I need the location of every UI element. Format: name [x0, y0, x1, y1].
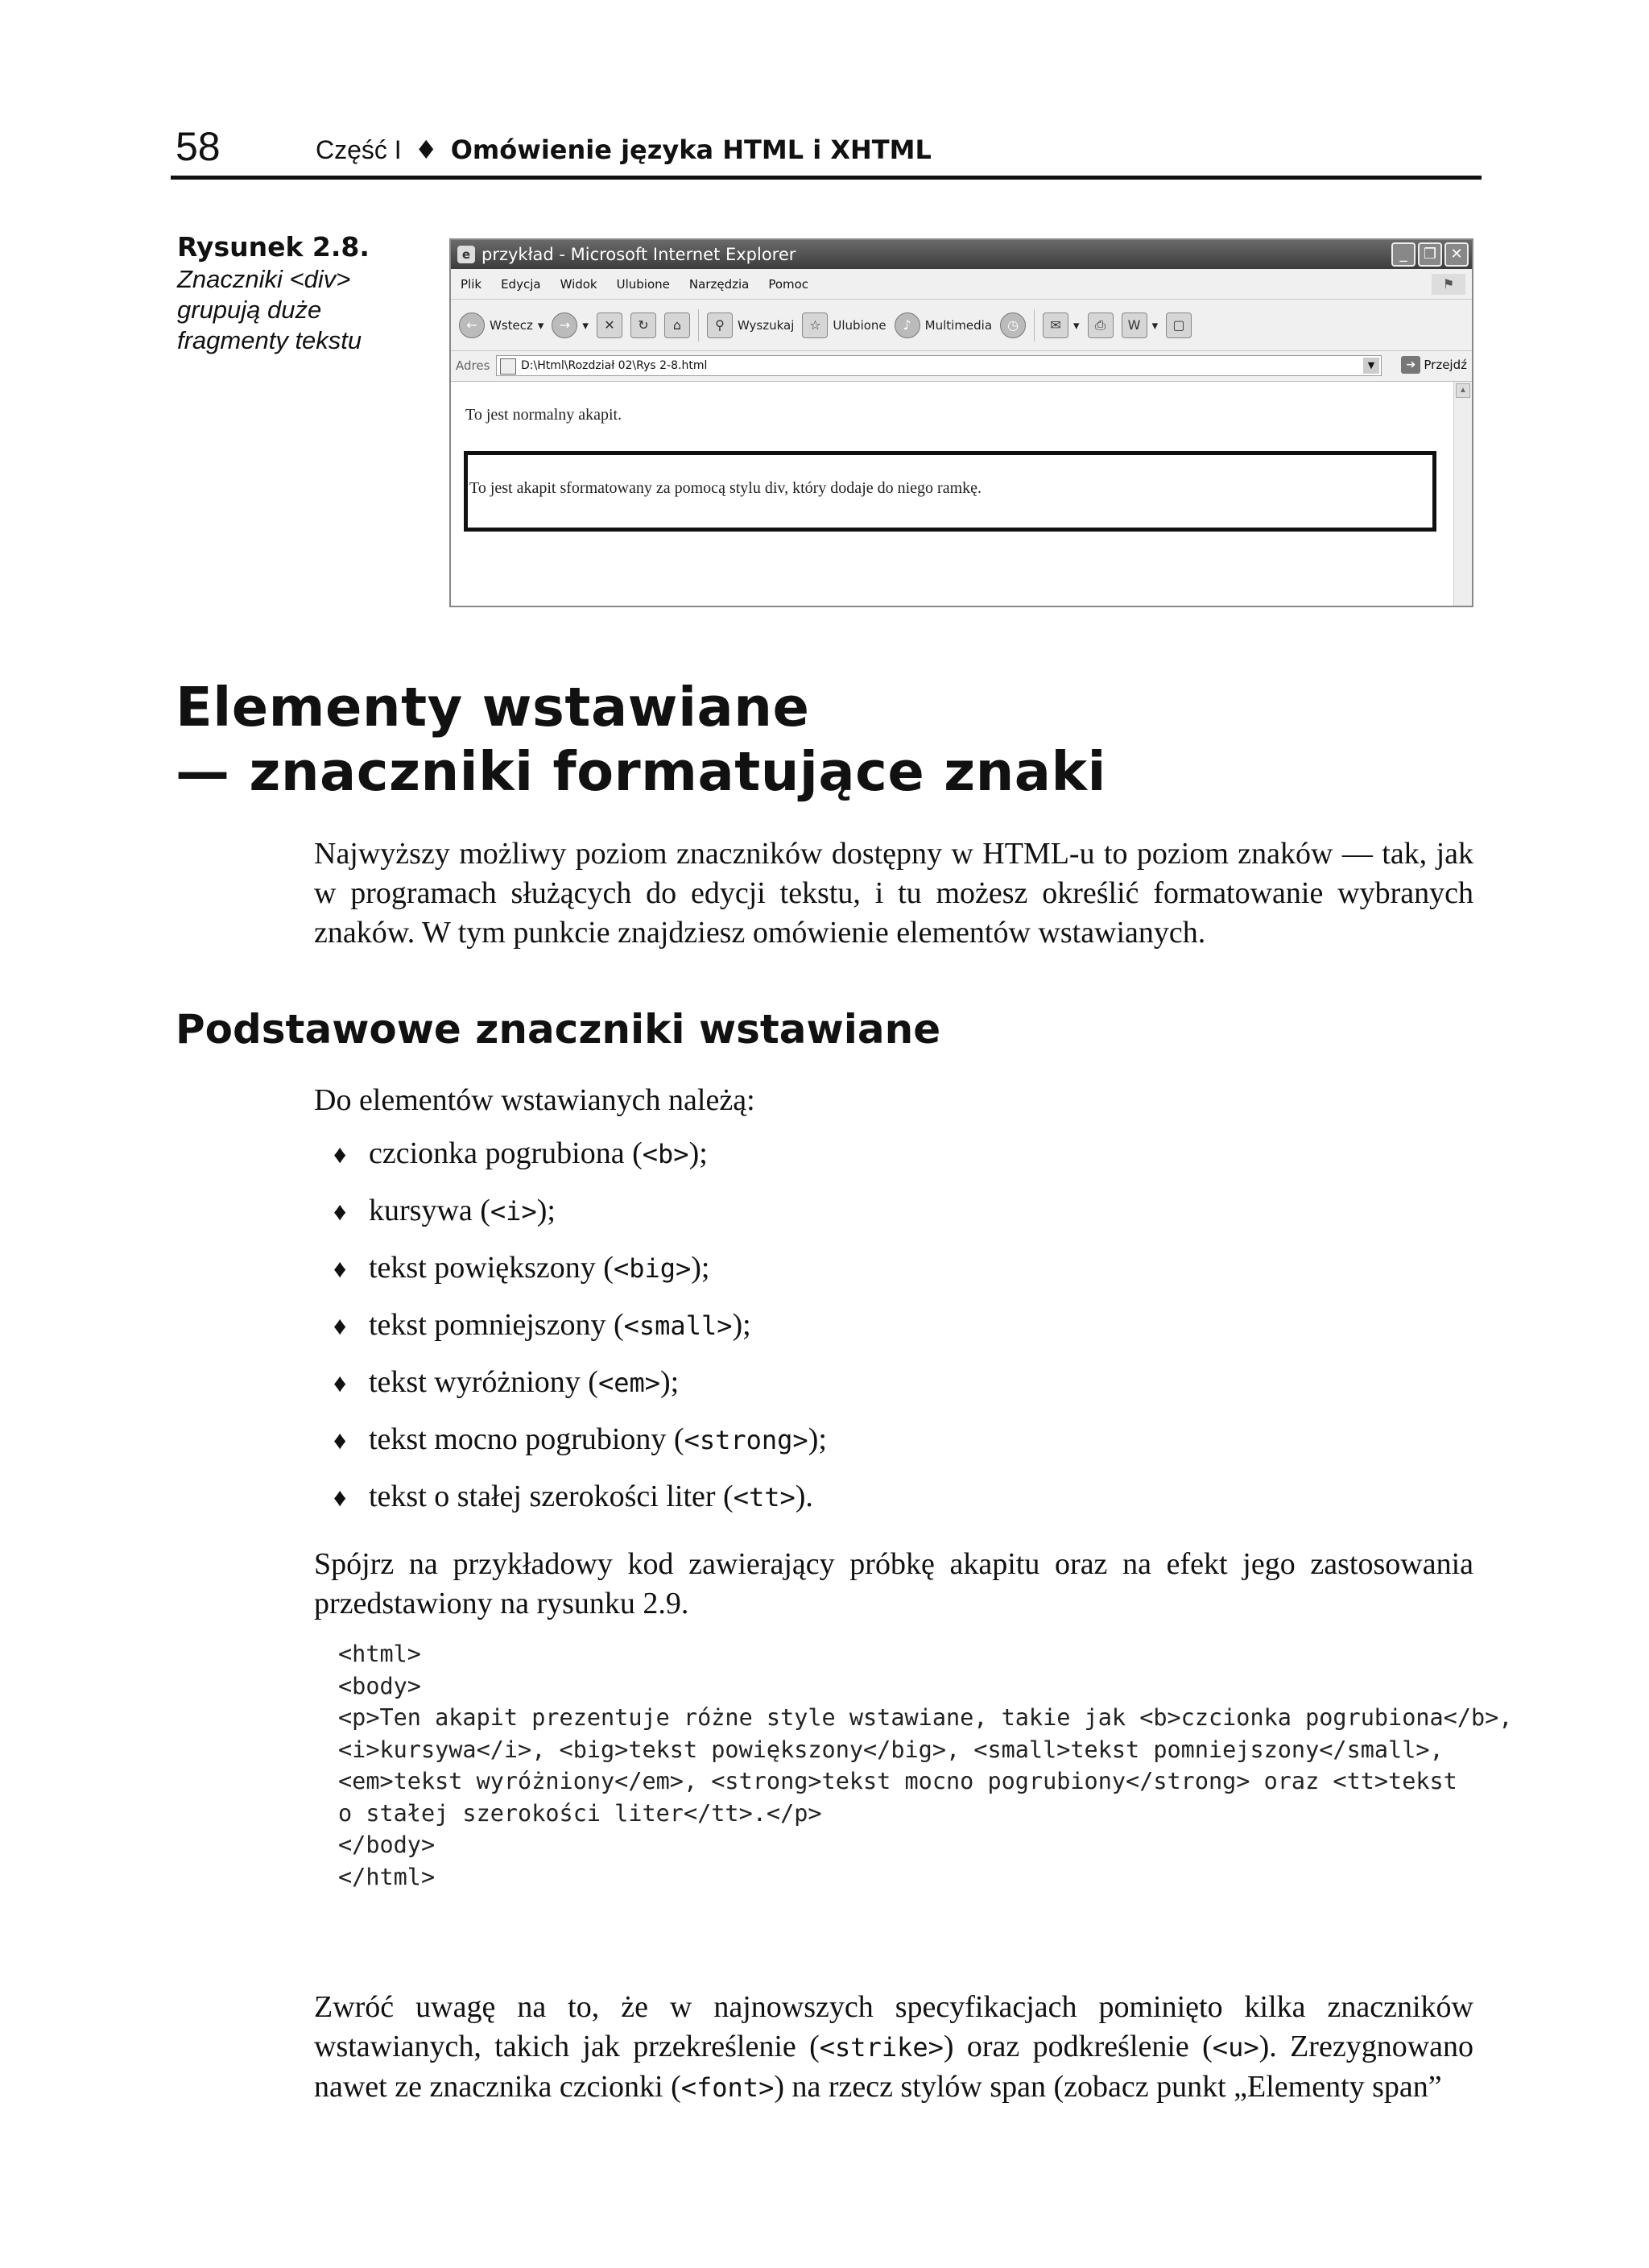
- address-label: Adres: [456, 358, 490, 373]
- item-text: tekst wyróżniony (: [369, 1365, 598, 1399]
- item-text: tekst o stałej szerokości liter (: [369, 1480, 734, 1513]
- list-lead: Do elementów wstawianych należą:: [314, 1083, 755, 1117]
- dropdown-arrow-icon[interactable]: ▾: [582, 317, 589, 333]
- address-bar: [451, 351, 1472, 382]
- print-button[interactable]: [1088, 312, 1114, 338]
- item-punct: );: [688, 1136, 708, 1170]
- note-tag: <strike>: [819, 2032, 944, 2063]
- code-listing: <html> <body> <p>Ten akapit prezentuje różne style wstawiane, takie jak <b>czcionka pogrubiona</b>, <i>kursywa</i>, <big>tekst powiększony</big>, <small>tekst pomniejszony</small>, <em>tekst wyróżniony</em>, <strong>tekst mocno pogrubiony</strong> oraz <tt>tekst o stałej szerokości liter</tt>.</p> </body> </html>: [338, 1641, 1513, 1890]
- list-item: [333, 1477, 827, 1534]
- item-text: kursywa (: [369, 1194, 490, 1227]
- menu-bar: [451, 269, 1472, 300]
- discuss-button[interactable]: [1166, 312, 1192, 338]
- item-tag: <em>: [597, 1368, 661, 1398]
- dropdown-arrow-icon[interactable]: ▾: [1073, 317, 1080, 333]
- browser-window: [449, 238, 1473, 607]
- go-arrow-icon: ➔: [1401, 356, 1420, 374]
- history-button[interactable]: [1000, 312, 1026, 338]
- search-label: Wyszukaj: [737, 317, 795, 333]
- scroll-up-icon[interactable]: ▲: [1456, 383, 1470, 398]
- list-item: [333, 1306, 827, 1363]
- tag-list: [333, 1134, 827, 1534]
- back-arrow-icon: ←: [459, 312, 485, 338]
- figure-description: Znaczniki <div> grupują duże fragmenty tekstu: [177, 265, 362, 354]
- back-button[interactable]: [459, 312, 543, 338]
- menu-help[interactable]: Pomoc: [768, 277, 809, 292]
- windows-flag-icon: ⚑: [1432, 274, 1465, 295]
- refresh-icon: ↻: [630, 312, 656, 338]
- item-punct: );: [660, 1365, 680, 1399]
- note-text: ) oraz podkreślenie (: [943, 2030, 1213, 2063]
- item-text: tekst pomniejszony (: [369, 1308, 624, 1342]
- maximize-button[interactable]: ❐: [1418, 242, 1442, 267]
- list-item: [333, 1191, 827, 1248]
- toolbar: [451, 300, 1472, 351]
- menu-edit[interactable]: Edycja: [501, 277, 541, 292]
- item-punct: );: [691, 1251, 710, 1285]
- note-paragraph: [314, 1988, 1473, 2108]
- list-item: [333, 1420, 827, 1477]
- forward-arrow-icon: →: [552, 312, 577, 338]
- mail-button[interactable]: [1043, 312, 1080, 338]
- item-tag: <strong>: [684, 1425, 808, 1455]
- page-icon: [500, 358, 516, 375]
- toolbar-separator: [698, 309, 699, 341]
- home-icon: ⌂: [664, 312, 690, 338]
- note-tag: <font>: [680, 2072, 775, 2103]
- subsection-heading: Podstawowe znaczniki wstawiane: [176, 1006, 941, 1053]
- toolbar-separator: [1034, 309, 1035, 341]
- div-paragraph: To jest akapit sformatowany za pomocą stylu div, który dodaje do niego ramkę.: [469, 479, 982, 497]
- home-button[interactable]: [664, 312, 690, 338]
- search-icon: ⚲: [707, 312, 733, 338]
- item-tag: <big>: [613, 1253, 692, 1284]
- vertical-scrollbar[interactable]: [1453, 382, 1472, 606]
- forward-button[interactable]: [552, 312, 589, 338]
- diamond-bullet-icon: ♦: [333, 1197, 347, 1226]
- ie-icon: e: [457, 246, 475, 263]
- note-text: ) na rzecz stylów span (zobacz punkt „Elementy span”: [774, 2070, 1442, 2104]
- favorites-label: Ulubione: [833, 317, 886, 333]
- window-title: przykład - Microsoft Internet Explorer: [481, 245, 796, 264]
- edit-button[interactable]: [1122, 312, 1159, 338]
- part-title: Omówienie języka HTML i XHTML: [450, 135, 932, 165]
- note-text: ). Zrezygnowano nawet ze znacznika czcionki (: [314, 2030, 1474, 2104]
- item-tag: <small>: [623, 1310, 733, 1341]
- item-punct: ).: [795, 1480, 813, 1513]
- go-label: Przejdź: [1424, 358, 1467, 372]
- media-button[interactable]: [895, 312, 992, 338]
- favorites-button[interactable]: [802, 312, 886, 338]
- section-heading-line2: — znaczniki formatujące znaki: [176, 740, 1107, 803]
- item-punct: );: [808, 1422, 827, 1456]
- menu-tools[interactable]: Narzędzia: [688, 277, 750, 292]
- figure-caption: [177, 232, 419, 356]
- item-text: tekst mocno pogrubiony (: [369, 1422, 684, 1456]
- close-button[interactable]: ✕: [1444, 242, 1469, 267]
- menu-view[interactable]: Widok: [560, 277, 597, 292]
- diamond-bullet-icon: ♦: [414, 135, 438, 165]
- div-bordered-box: [464, 451, 1436, 532]
- address-input[interactable]: [496, 355, 1382, 376]
- header-rule: [171, 176, 1482, 180]
- example-intro: Spójrz na przykładowy kod zawierający próbkę akapitu oraz na efekt jego zastosowania przedstawiony na rysunku 2.9.: [314, 1547, 1473, 1620]
- item-tag: <tt>: [733, 1482, 796, 1513]
- section-heading: [176, 675, 1106, 804]
- diamond-bullet-icon: ♦: [333, 1140, 347, 1169]
- word-icon: W: [1122, 312, 1147, 338]
- item-tag: <b>: [642, 1139, 689, 1169]
- item-text: czcionka pogrubiona (: [369, 1136, 643, 1170]
- running-header: [316, 132, 932, 168]
- refresh-button[interactable]: [630, 312, 656, 338]
- search-button[interactable]: [707, 312, 794, 338]
- menu-file[interactable]: Plik: [461, 277, 482, 292]
- dropdown-arrow-icon[interactable]: ▾: [537, 317, 544, 333]
- item-tag: <i>: [490, 1196, 537, 1227]
- note-text: Zwróć uwagę na to, że w najnowszych specyfikacjach pominięto kilka znaczników wstawianych, takich jak przekreślenie (: [314, 1990, 1473, 2063]
- section-heading-line1: Elementy wstawiane: [176, 676, 810, 739]
- page-viewport: [451, 382, 1454, 606]
- intro-paragraph: Najwyższy możliwy poziom znaczników dostępny w HTML-u to poziom znaków — tak, jak w programach służących do edycji tekstu, i tu możesz określić formatowanie wybranych znaków. W tym punkcie znajdziesz omówienie elementów wstawianych.: [314, 837, 1473, 950]
- star-icon: ☆: [802, 312, 828, 338]
- list-item: [333, 1248, 827, 1306]
- dropdown-arrow-icon[interactable]: ▼: [1363, 358, 1379, 374]
- normal-paragraph: To jest normalny akapit.: [465, 406, 622, 424]
- history-icon: ◷: [1000, 312, 1026, 338]
- mail-icon: ✉: [1043, 312, 1068, 338]
- item-punct: );: [536, 1194, 556, 1227]
- go-button[interactable]: [1401, 356, 1467, 374]
- minimize-button[interactable]: _: [1391, 242, 1415, 267]
- list-item: [333, 1363, 827, 1420]
- diamond-bullet-icon: ♦: [333, 1426, 347, 1455]
- diamond-bullet-icon: ♦: [333, 1311, 347, 1340]
- figure-label: Rysunek 2.8.: [177, 231, 370, 263]
- discuss-icon: ▢: [1166, 312, 1192, 338]
- back-label: Wstecz: [490, 317, 533, 333]
- stop-icon: ✕: [597, 312, 622, 338]
- part-label: Część I: [316, 135, 402, 164]
- item-text: tekst powiększony (: [369, 1251, 614, 1285]
- item-punct: );: [732, 1308, 751, 1342]
- list-item: [333, 1134, 827, 1191]
- page-number: 58: [176, 124, 221, 169]
- stop-button[interactable]: [597, 312, 622, 338]
- diamond-bullet-icon: ♦: [333, 1254, 347, 1283]
- diamond-bullet-icon: ♦: [333, 1368, 347, 1397]
- media-label: Multimedia: [924, 317, 993, 333]
- address-value: D:\Html\Rozdział 02\Rys 2-8.html: [521, 359, 708, 372]
- title-bar: [451, 240, 1472, 269]
- dropdown-arrow-icon[interactable]: ▾: [1151, 317, 1159, 333]
- menu-favorites[interactable]: Ulubione: [616, 277, 670, 292]
- media-icon: ♪: [895, 312, 920, 338]
- print-icon: ⎙: [1088, 312, 1114, 338]
- diamond-bullet-icon: ♦: [333, 1483, 347, 1512]
- note-tag: <u>: [1212, 2032, 1259, 2063]
